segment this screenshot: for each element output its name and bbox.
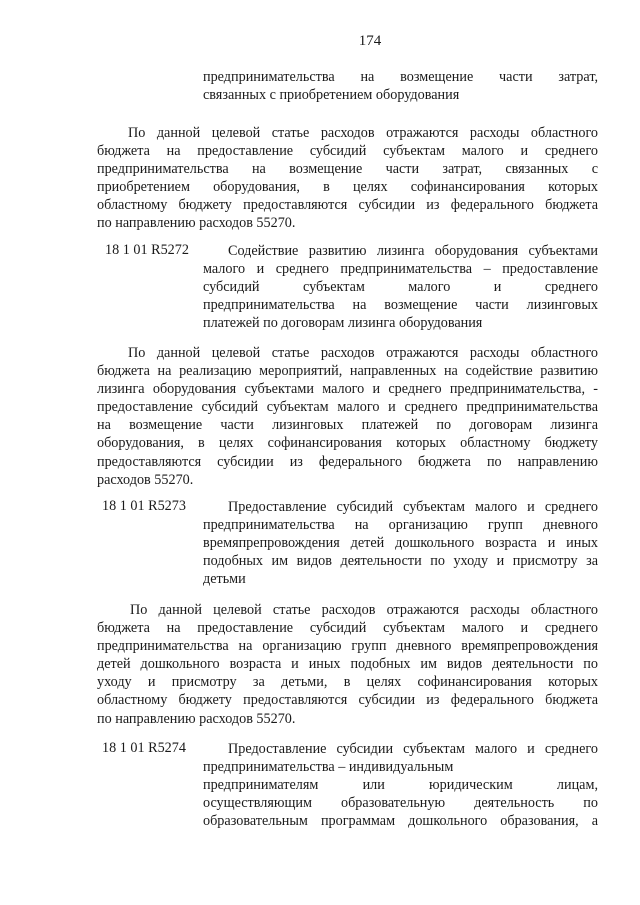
text-line: областному бюджету предоставляются субсидии из федерального бюджета bbox=[97, 692, 598, 709]
budget-code: 18 1 01 R5274 bbox=[102, 740, 186, 756]
section-title-r5273 bbox=[203, 498, 598, 588]
paragraph-1 bbox=[97, 124, 598, 233]
budget-code: 18 1 01 R5273 bbox=[102, 498, 186, 514]
text-line: уходу и присмотру за детьми, в целях софинансирования которых bbox=[97, 674, 598, 691]
title-continuation bbox=[203, 68, 598, 104]
budget-code: 18 1 01 R5272 bbox=[105, 242, 189, 258]
text-line: предпринимательства на возмещение части затрат, связанных с bbox=[97, 161, 598, 178]
page-number: 174 bbox=[358, 33, 382, 49]
paragraph-2 bbox=[97, 344, 598, 489]
text-line: предпринимательства на возмещение части затрат, bbox=[203, 69, 598, 85]
text-line: связанных с приобретением оборудования bbox=[203, 87, 460, 104]
text-line: осуществляющим образовательную деятельность по bbox=[203, 795, 598, 812]
text-line: Предоставление субсидии субъектам малого и среднего bbox=[228, 741, 598, 757]
text-line: оборудования, в целях софинансирования которых областному бюджету bbox=[97, 435, 598, 452]
text-line: платежей по договорам лизинга оборудования bbox=[203, 315, 483, 332]
text-line: подобных им видов деятельности по уходу и присмотру за bbox=[203, 553, 598, 570]
section-title-r5272 bbox=[203, 242, 598, 332]
text-line: предпринимательства – индивидуальным bbox=[203, 759, 454, 776]
text-line: на возмещение части лизинговых платежей по договорам лизинга bbox=[97, 417, 598, 434]
text-line: малого и среднего предпринимательства – предоставление bbox=[203, 261, 598, 278]
text-line: Предоставление субсидий субъектам малого и среднего bbox=[228, 499, 598, 515]
text-line: детей дошкольного возраста и иных подобных им видов деятельности по bbox=[97, 656, 598, 673]
text-line: По данной целевой статье расходов отражаются расходы областного bbox=[130, 602, 598, 618]
text-line: субсидий субъектам малого и среднего bbox=[203, 279, 598, 296]
text-line: областному бюджету предоставляются субсидии из федерального бюджета bbox=[97, 197, 598, 214]
text-line: По данной целевой статье расходов отражаются расходы областного bbox=[128, 345, 598, 361]
text-line: расходов 55270. bbox=[97, 471, 194, 488]
text-line: лизинга оборудования субъектами малого и среднего предпринимательства, - bbox=[97, 381, 598, 398]
text-line: детьми bbox=[203, 571, 246, 588]
text-line: предпринимателям или юридическим лицам, bbox=[203, 777, 598, 794]
text-line: Содействие развитию лизинга оборудования субъектами bbox=[228, 243, 598, 259]
text-line: бюджета на предоставление субсидий субъектам малого и среднего bbox=[97, 620, 598, 637]
section-title-r5274 bbox=[203, 740, 598, 830]
text-line: бюджета на предоставление субсидий субъектам малого и среднего bbox=[97, 143, 598, 160]
paragraph-3 bbox=[97, 601, 598, 728]
text-line: по направлению расходов 55270. bbox=[97, 215, 296, 232]
text-line: предоставление субсидий субъектам малого и среднего предпринимательства bbox=[97, 399, 598, 416]
text-line: приобретением оборудования, в целях софинансирования которых bbox=[97, 179, 598, 196]
text-line: предпринимательства на возмещение части лизинговых bbox=[203, 297, 598, 314]
text-line: предоставляются субсидии из федерального бюджета по направлению bbox=[97, 453, 598, 470]
text-line: предпринимательства на организацию групп дневного времяпрепровождения bbox=[97, 638, 598, 655]
text-line: времяпрепровождения детей дошкольного возраста и иных bbox=[203, 535, 598, 552]
text-line: по направлению расходов 55270. bbox=[97, 710, 296, 727]
text-line: образовательным программам дошкольного образования, а bbox=[203, 813, 598, 830]
text-line: По данной целевой статье расходов отражаются расходы областного bbox=[128, 125, 598, 141]
text-line: предпринимательства на организацию групп дневного bbox=[203, 517, 598, 534]
text-line: бюджета на реализацию мероприятий, направленных на содействие развитию bbox=[97, 363, 598, 380]
